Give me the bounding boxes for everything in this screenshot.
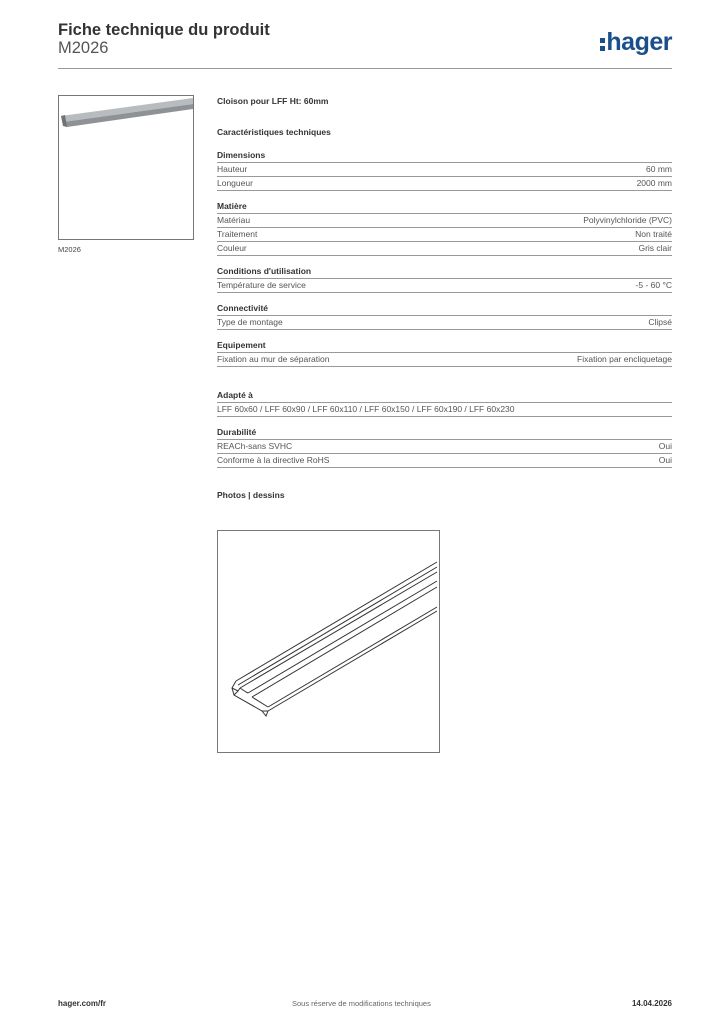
spec-label: Traitement <box>217 229 258 239</box>
section-title: Adapté à <box>217 390 672 403</box>
page-title: Fiche technique du produit <box>58 21 270 39</box>
spec-row <box>217 177 672 191</box>
section-title: Matière <box>217 201 672 214</box>
profile-cloison-thumbnail-icon <box>59 96 194 240</box>
section-connectivity <box>217 303 672 330</box>
spec-value: -5 - 60 °C <box>635 280 672 290</box>
spec-label: Longueur <box>217 178 253 188</box>
product-drawing <box>217 530 440 753</box>
footer-date: 14.04.2026 <box>631 999 672 1008</box>
spec-row <box>217 163 672 177</box>
spec-value: 60 mm <box>646 164 672 174</box>
spec-value: Oui <box>658 441 672 451</box>
spec-row <box>217 403 672 417</box>
spec-row <box>217 440 672 454</box>
product-code: M2026 <box>58 39 109 57</box>
section-title: Connectivité <box>217 303 672 316</box>
profile-line-drawing-icon <box>218 531 440 753</box>
spec-label: Conforme à la directive RoHS <box>217 455 330 465</box>
spec-label: REACh-sans SVHC <box>217 441 293 451</box>
spec-row <box>217 316 672 330</box>
characteristics-title: Caractéristiques techniques <box>217 127 331 137</box>
spec-label: Température de service <box>217 280 306 290</box>
spec-label: Fixation au mur de séparation <box>217 354 330 364</box>
spec-label: Couleur <box>217 243 247 253</box>
spec-value: Non traité <box>635 229 672 239</box>
specifications <box>217 96 672 500</box>
product-thumbnail <box>58 95 194 240</box>
thumbnail-code: M2026 <box>58 245 81 254</box>
section-durability <box>217 427 672 468</box>
spec-row <box>217 228 672 242</box>
footer-website-link[interactable]: hager.com/fr <box>58 999 107 1008</box>
product-title: Cloison pour LFF Ht: 60mm <box>217 96 329 106</box>
spec-row <box>217 279 672 293</box>
spec-value: Fixation par encliquetage <box>577 354 672 364</box>
spec-row <box>217 353 672 367</box>
section-title: Dimensions <box>217 150 672 163</box>
spec-row <box>217 214 672 228</box>
spec-value: 2000 mm <box>636 178 672 188</box>
spec-label: Type de montage <box>217 317 283 327</box>
section-equipment <box>217 340 672 367</box>
spec-label: Hauteur <box>217 164 248 174</box>
photos-title: Photos | dessins <box>217 490 285 500</box>
spec-row <box>217 242 672 256</box>
footer-notice: Sous réserve de modifications techniques <box>292 999 431 1008</box>
spec-value: Oui <box>658 455 672 465</box>
section-title: Equipement <box>217 340 672 353</box>
spec-value: Gris clair <box>638 243 672 253</box>
logo-dots-icon <box>600 35 605 51</box>
spec-value: Polyvinylchloride (PVC) <box>583 215 672 225</box>
section-material <box>217 201 672 256</box>
spec-label: Matériau <box>217 215 251 225</box>
logo-text: hager <box>606 28 672 56</box>
section-title: Conditions d'utilisation <box>217 266 672 279</box>
spec-row <box>217 454 672 468</box>
header-divider <box>58 68 672 69</box>
adapted-value: LFF 60x60 / LFF 60x90 / LFF 60x110 / LFF 60x150 / LFF 60x190 / LFF 60x230 <box>217 404 515 414</box>
spec-value: Clipsé <box>648 317 672 327</box>
section-conditions <box>217 266 672 293</box>
section-adapted <box>217 390 672 417</box>
section-title: Durabilité <box>217 427 672 440</box>
section-dimensions <box>217 150 672 191</box>
hager-logo <box>600 28 672 57</box>
